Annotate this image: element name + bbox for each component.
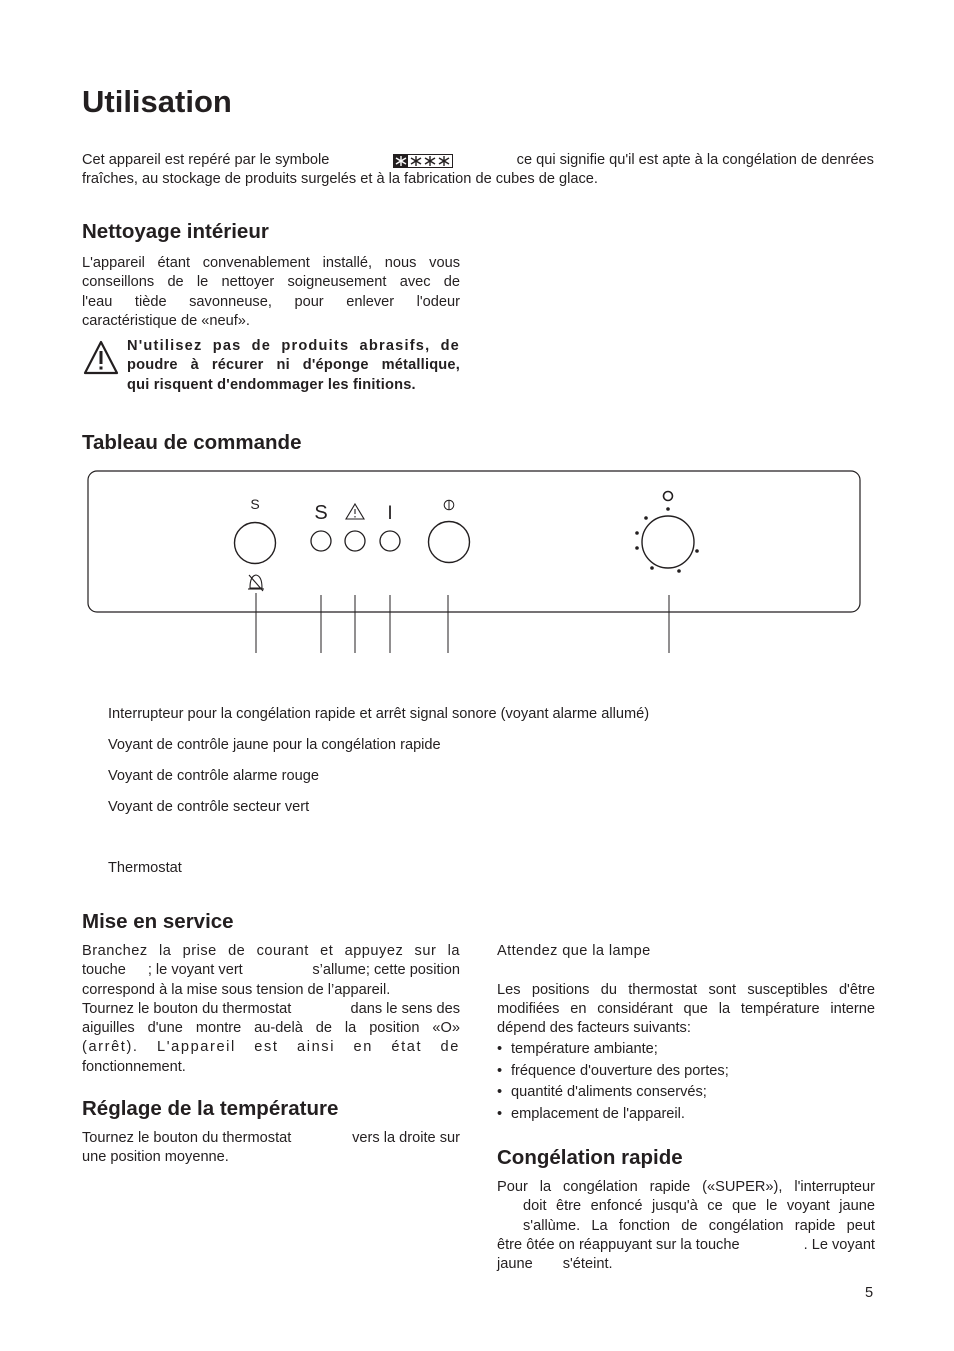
- fast-freeze-line-jaune: jaune: [497, 1256, 533, 1273]
- four-star-freezer-symbol: [393, 154, 453, 168]
- startup-line-led: ; le voyant vert: [147, 962, 243, 979]
- warning-line: poudre à récurer ni d'éponge métallique,: [127, 357, 460, 374]
- fast-freeze-line: Pour la congélation rapide («SUPER»), l'interrupteur: [497, 1179, 875, 1195]
- cleaning-line: l'eau tiède savonneuse, pour enlever l'odeur: [82, 293, 460, 310]
- power-switch: [429, 522, 470, 563]
- startup-line: correspond à la mise sous tension de l’appareil.: [82, 981, 391, 998]
- power-symbol-icon: [444, 500, 454, 510]
- fast-freeze-line-touche: être ôtée on réappuyant sur la touche: [497, 1236, 740, 1253]
- fast-freeze-heading: Congélation rapide: [497, 1146, 683, 1169]
- legend-item: Interrupteur pour la congélation rapide et arrêt signal sonore (voyant alarme allumé): [108, 706, 650, 722]
- thermostat-info-line: modifiées en considérant que la température interne: [497, 1000, 875, 1017]
- startup-line: (arrêt). L'appareil est ainsi en état de: [82, 1039, 460, 1056]
- temperature-heading: Réglage de la température: [82, 1097, 339, 1120]
- startup-line: aiguilles d'une montre au-delà de la position «O»: [82, 1020, 460, 1037]
- led-alarm-warning-icon: [346, 504, 364, 519]
- cleaning-line: caractéristique de «neuf».: [82, 312, 250, 329]
- right-column-paragraph: [497, 942, 875, 1038]
- led-s-label: S: [314, 502, 328, 524]
- alarm-bell-off-icon: [248, 575, 264, 591]
- startup-line-lights: s’allume; cette position: [312, 962, 460, 979]
- fast-freeze-line: doit être enfoncé jusqu'à ce que le voyant jaune: [523, 1198, 875, 1215]
- thermostat-info-line: Les positions du thermostat sont susceptibles d'être: [497, 981, 875, 998]
- factor-list-item: • quantité d'aliments conservés;: [497, 1084, 707, 1100]
- control-panel-heading: Tableau de commande: [82, 431, 302, 454]
- startup-line: fonctionnement.: [82, 1058, 186, 1075]
- temperature-paragraph: [82, 1129, 460, 1168]
- intro-text-after-symbol: ce qui signifie qu'il est apte à la congélation de denrées: [516, 152, 874, 168]
- startup-line-thermostat: Tournez le bouton du thermostat: [82, 1000, 292, 1017]
- startup-line-direction: dans le sens des: [350, 1000, 460, 1017]
- led-i-label: I: [387, 503, 393, 524]
- legend-item: Voyant de contrôle secteur vert: [108, 799, 310, 815]
- cleaning-line: conseillons de le nettoyer soigneusement avec de: [82, 274, 460, 291]
- thermostat-info-line: dépend des facteurs suivants:: [497, 1020, 691, 1037]
- temperature-line: une position moyenne.: [82, 1149, 229, 1166]
- warning-triangle-icon: [83, 340, 119, 376]
- leader-lines: [256, 593, 669, 653]
- fast-freeze-paragraph: [497, 1178, 875, 1274]
- cleaning-line: L'appareil étant convenablement installé, nous vous: [82, 255, 460, 271]
- startup-line: Branchez la prise de courant et appuyez sur la: [82, 943, 460, 959]
- legend-item: Thermostat: [108, 860, 182, 876]
- startup-heading: Mise en service: [82, 910, 234, 933]
- factor-list-item: • température ambiante;: [497, 1041, 658, 1057]
- cleaning-warning: [127, 337, 460, 395]
- temperature-line-direction: vers la droite sur: [352, 1130, 460, 1146]
- cleaning-paragraph: [82, 254, 460, 331]
- intro-text-before-symbol: Cet appareil est repéré par le symbole: [82, 152, 330, 168]
- red-alarm-led: [345, 531, 365, 551]
- wait-line: Attendez que la lampe: [497, 943, 651, 959]
- yellow-fast-freeze-led: [311, 531, 331, 551]
- legend-item: Voyant de contrôle jaune pour la congélation rapide: [108, 737, 441, 753]
- cleaning-heading: Nettoyage intérieur: [82, 220, 269, 243]
- page-title: Utilisation: [82, 84, 232, 119]
- warning-line: qui risquent d'endommager les finitions.: [127, 376, 416, 393]
- startup-paragraph: [82, 942, 460, 1077]
- temperature-line-thermostat: Tournez le bouton du thermostat: [82, 1130, 292, 1146]
- fast-freeze-switch: [235, 523, 276, 564]
- control-panel-outline: [88, 471, 860, 612]
- page-number: 5: [865, 1285, 874, 1301]
- fast-freeze-line-voyant: . Le voyant: [803, 1236, 875, 1253]
- thermostat-scale-dots: [635, 507, 699, 573]
- warning-line: N'utilisez pas de produits abrasifs, de: [127, 338, 460, 354]
- legend-item: Voyant de contrôle alarme rouge: [108, 768, 319, 784]
- green-power-led: [380, 531, 400, 551]
- factor-list-item: • fréquence d'ouverture des portes;: [497, 1063, 729, 1079]
- factor-list-item: • emplacement de l'appareil.: [497, 1106, 685, 1122]
- fast-freeze-line-off: s'éteint.: [562, 1256, 613, 1273]
- intro-line-2: fraîches, au stockage de produits surgelés et à la fabrication de cubes de glace.: [82, 171, 598, 188]
- switch-s-label: S: [250, 496, 260, 512]
- fast-freeze-line: s'allùme. La fonction de congélation rapide peut: [523, 1217, 875, 1234]
- control-panel-diagram: [80, 465, 870, 660]
- intro-paragraph: [82, 151, 874, 190]
- thermostat-off-position-icon: [664, 492, 673, 501]
- startup-line-touche: touche: [82, 962, 126, 979]
- thermostat-knob: [642, 516, 694, 568]
